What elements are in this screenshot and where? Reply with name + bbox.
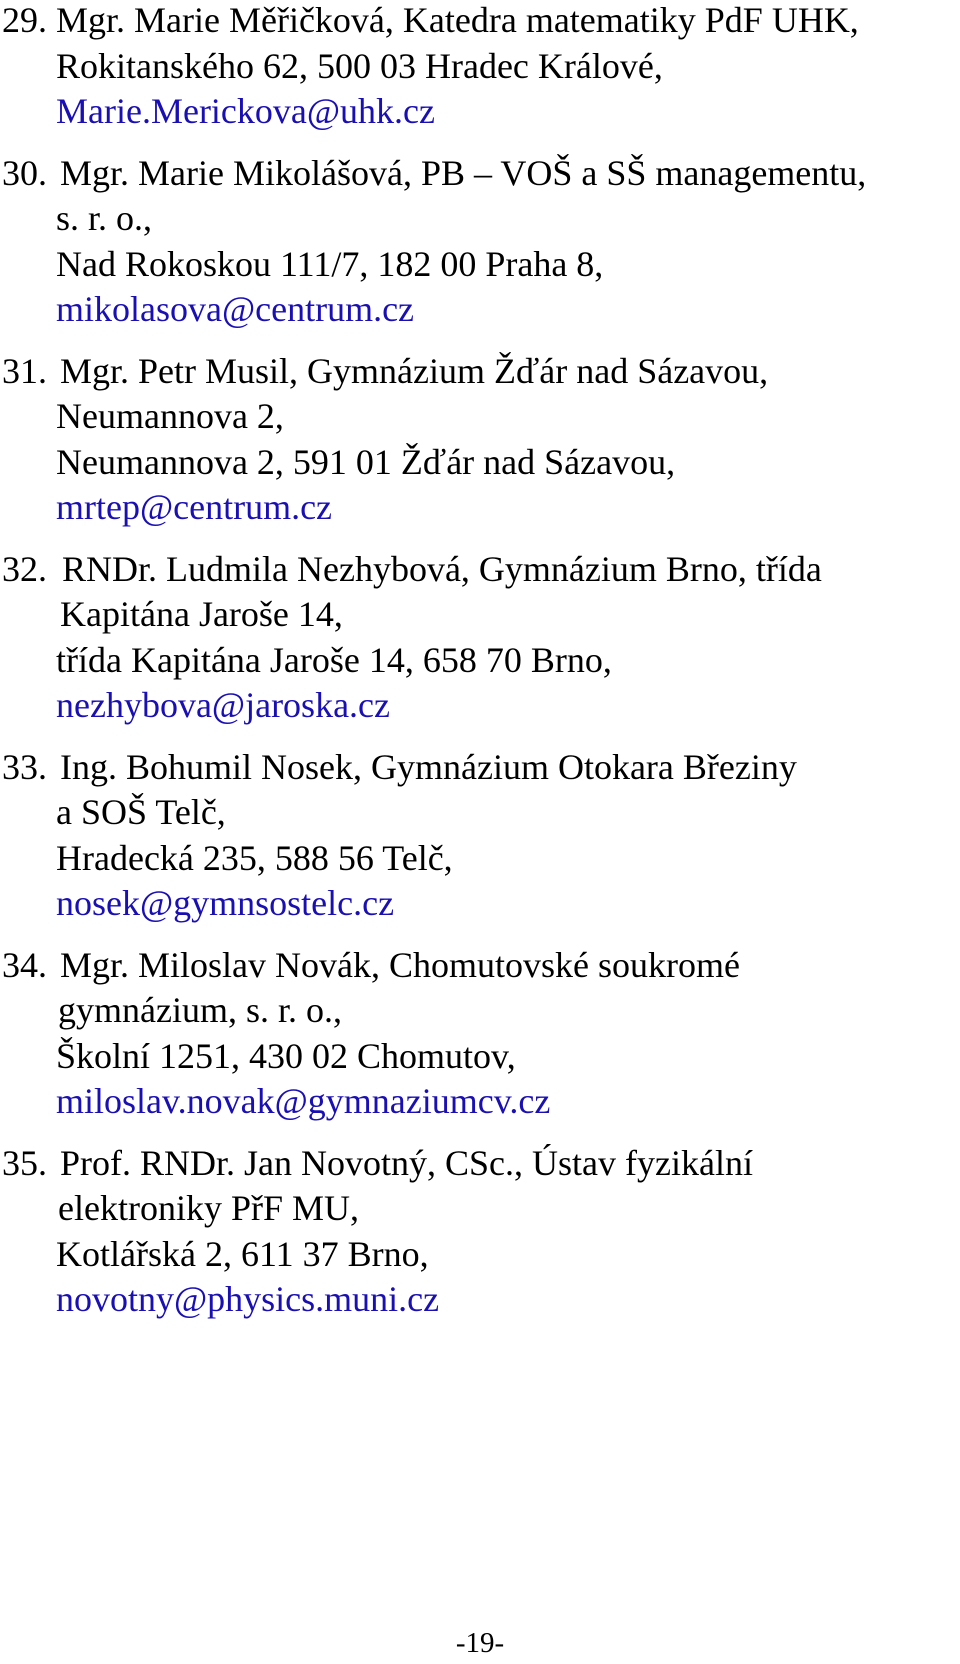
list-item	[0, 547, 960, 729]
entry-line: Mgr. Marie Mikolášová, PB – VOŠ a SŠ managementu,	[60, 152, 867, 193]
list-item	[0, 745, 960, 927]
entry-line: Nad Rokoskou 111/7, 182 00 Praha 8,	[56, 243, 604, 284]
entry-number: 35.	[2, 1142, 47, 1183]
entry-line: Neumannova 2,	[56, 396, 284, 436]
entry-line: třída Kapitána Jaroše 14, 658 70 Brno,	[56, 639, 612, 680]
list-item	[0, 1141, 960, 1323]
entry-line: Prof. RNDr. Jan Novotný, CSc., Ústav fyzikální	[60, 1142, 753, 1183]
email-link[interactable]: mrtep@centrum.cz	[56, 487, 333, 527]
entry-line: Rokitanského 62, 500 03 Hradec Králové,	[56, 45, 663, 86]
entry-number: 33.	[2, 746, 47, 787]
entry-line: Mgr. Marie Měřičková, Katedra matematiky PdF UHK,	[56, 0, 859, 40]
entry-line: s. r. o.,	[56, 198, 153, 238]
list-item	[0, 151, 960, 333]
entry-number: 32.	[2, 548, 47, 589]
entry-line: elektroniky PřF MU,	[58, 1188, 359, 1228]
entry-line: Neumannova 2, 591 01 Žďár nad Sázavou,	[56, 441, 676, 482]
entry-number: 34.	[2, 944, 47, 985]
entry-line: Mgr. Miloslav Novák, Chomutovské soukromé	[60, 944, 740, 985]
list-item	[0, 0, 960, 135]
email-link[interactable]: mikolasova@centrum.cz	[56, 289, 415, 329]
entry-line: Ing. Bohumil Nosek, Gymnázium Otokara Březiny	[60, 746, 797, 787]
entry-line: a SOŠ Telč,	[56, 792, 226, 832]
entry-line: Školní 1251, 430 02 Chomutov,	[56, 1035, 516, 1076]
page-number: -19-	[455, 1627, 505, 1659]
entry-line: RNDr. Ludmila Nezhybová, Gymnázium Brno, třída	[62, 548, 822, 589]
list-item	[0, 943, 960, 1125]
email-link[interactable]: nosek@gymnsostelc.cz	[56, 883, 395, 923]
entry-line: Hradecká 235, 588 56 Telč,	[56, 837, 453, 878]
entry-number: 29.	[2, 0, 47, 40]
email-link[interactable]: miloslav.novak@gymnaziumcv.cz	[56, 1081, 551, 1121]
entry-line: Mgr. Petr Musil, Gymnázium Žďár nad Sázavou,	[60, 350, 769, 391]
entry-number: 30.	[2, 152, 47, 193]
entry-line: Kapitána Jaroše 14,	[60, 594, 343, 634]
email-link[interactable]: Marie.Merickova@uhk.cz	[56, 91, 436, 131]
entry-number: 31.	[2, 350, 47, 391]
email-link[interactable]: nezhybova@jaroska.cz	[56, 685, 391, 725]
entry-line: Kotlářská 2, 611 37 Brno,	[56, 1233, 429, 1274]
entry-line: gymnázium, s. r. o.,	[58, 990, 342, 1030]
list-item	[0, 349, 960, 531]
email-link[interactable]: novotny@physics.muni.cz	[56, 1279, 440, 1319]
